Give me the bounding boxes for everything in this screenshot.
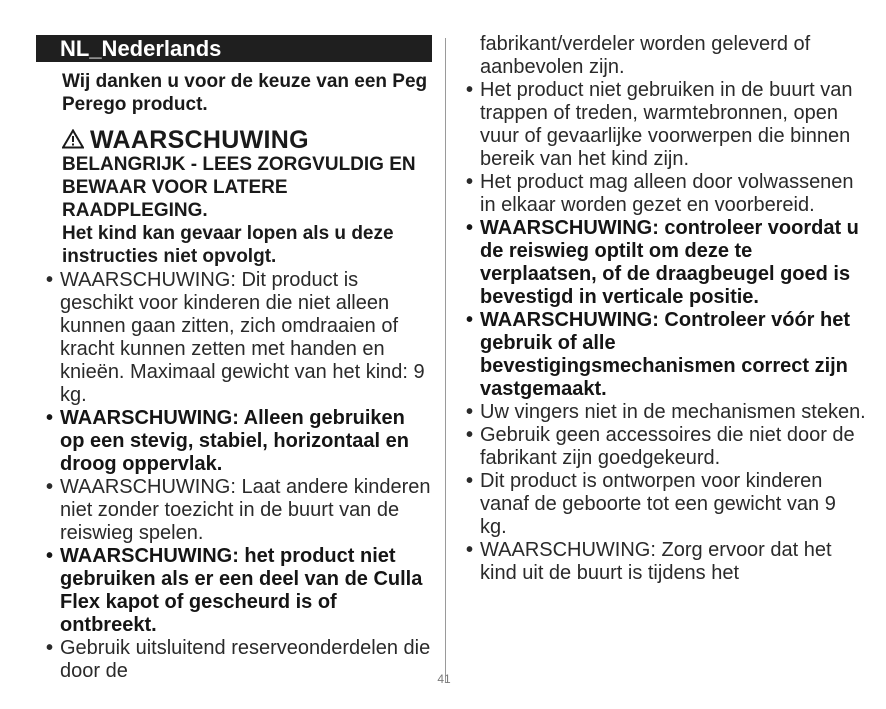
page-number: 41 — [437, 672, 451, 686]
bullet-dot: • — [46, 407, 54, 429]
bullet-text: WAARSCHUWING: Laat andere kinderen niet zonder toezicht in de buurt van de reiswieg spelen. — [60, 476, 431, 544]
bullet-text: WAARSCHUWING: het product niet gebruiken als er een deel van de Culla Flex kapot of gescheurd is of ontbreekt. — [60, 545, 423, 636]
bullet-dot: • — [466, 79, 474, 101]
bullet-text: Het product mag alleen door volwassenen in elkaar worden gezet en voorbereid. — [480, 171, 854, 216]
bullet-text: Dit product is ontworpen voor kinderen vanaf de geboorte tot een gewicht van 9 kg. — [480, 470, 836, 538]
bullet-item — [466, 424, 866, 470]
bullet-dot: • — [466, 470, 474, 492]
danger-notice: Het kind kan gevaar lopen als u deze instructies niet opvolgt. — [62, 223, 394, 267]
warning-triangle-icon — [62, 129, 84, 149]
bullet-item — [466, 470, 866, 539]
bullet-text: WAARSCHUWING: Controleer vóór het gebruik of alle bevestigingsmechanismen correct zijn vastgemaakt. — [480, 309, 850, 400]
section-title: NL_Nederlands — [60, 36, 222, 61]
bullet-item — [466, 309, 866, 401]
warning-title-text: WAARSCHUWING — [90, 126, 309, 154]
bullet-dot: • — [46, 545, 54, 567]
bullet-dot: • — [46, 637, 54, 659]
bullet-text: WAARSCHUWING: Alleen gebruiken op een stevig, stabiel, horizontaal en droog oppervlak. — [60, 407, 409, 475]
bullet-item — [46, 545, 432, 637]
bullet-item — [466, 401, 866, 424]
bullet-dot: • — [466, 539, 474, 561]
section-header-bar — [36, 35, 432, 62]
continuation-text: fabrikant/verdeler worden geleverd of aanbevolen zijn. — [480, 33, 811, 78]
bullet-item — [466, 217, 866, 309]
bullet-text: Gebruik geen accessoires die niet door de fabrikant zijn goedgekeurd. — [480, 424, 855, 469]
bullet-dot: • — [46, 476, 54, 498]
bullet-item — [46, 476, 432, 545]
bullet-text: WAARSCHUWING: Zorg ervoor dat het kind uit de buurt is tijdens het — [480, 539, 832, 584]
bullet-dot: • — [466, 424, 474, 446]
bullet-dot: • — [466, 401, 474, 423]
bullet-dot: • — [46, 269, 54, 291]
bullet-text: WAARSCHUWING: Dit product is geschikt voor kinderen die niet alleen kunnen gaan zitten, zich omdraaien of kracht kunnen zetten met handen en knieën. Maximaal gewicht van het kind: 9 kg. — [60, 269, 425, 406]
bullet-text: Uw vingers niet in de mechanismen steken. — [480, 401, 866, 423]
bullet-text: Gebruik uitsluitend reserveonderdelen die door de — [60, 637, 431, 682]
bullet-dot: • — [466, 309, 474, 331]
warning-body — [62, 153, 432, 268]
bullet-dot: • — [466, 217, 474, 239]
bullet-dot: • — [466, 171, 474, 193]
bullet-item — [466, 171, 866, 217]
intro-text: Wij danken u voor de keuze van een Peg Perego product. — [62, 71, 428, 115]
bullet-list-right — [466, 33, 866, 585]
bullet-item — [46, 269, 432, 407]
column-divider — [445, 38, 446, 682]
bullet-list-left — [46, 269, 432, 683]
bullet-item — [466, 539, 866, 585]
bullet-item — [466, 79, 866, 171]
bullet-item — [46, 407, 432, 476]
bullet-text: WAARSCHUWING: controleer voordat u de reiswieg optilt om deze te verplaatsen, of de draagbeugel goed is bevestigd in verticale positie. — [480, 217, 859, 308]
warning-title — [62, 126, 432, 154]
important-notice: BELANGRIJK - LEES ZORGVULDIG EN BEWAAR VOOR LATERE RAADPLEGING. — [62, 154, 416, 221]
bullet-text: Het product niet gebruiken in de buurt van trappen of treden, warmtebronnen, open vuur of gevaarlijke voorwerpen die binnen bereik van het kind zijn. — [480, 79, 853, 170]
bullet-item — [46, 637, 432, 683]
